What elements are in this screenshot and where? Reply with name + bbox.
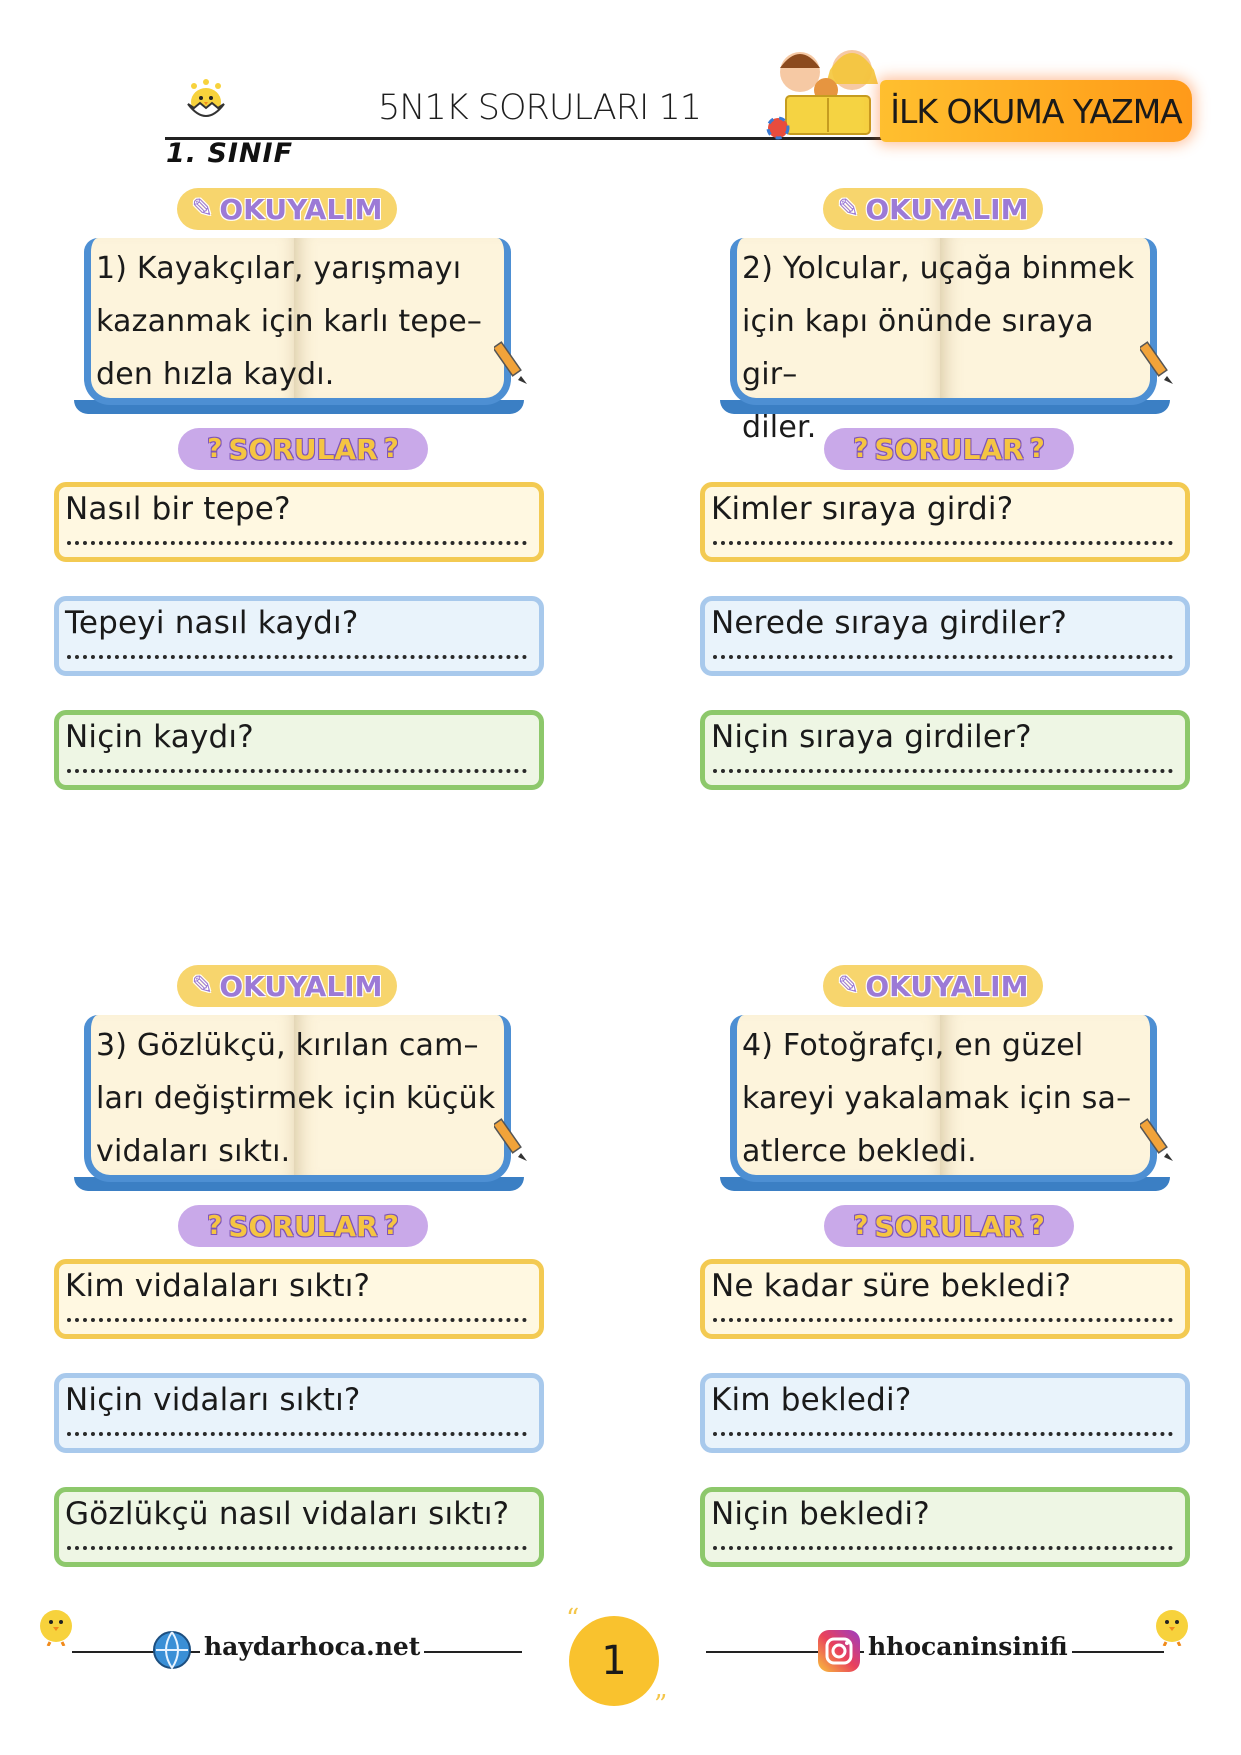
page-number-badge — [569, 1616, 659, 1706]
question-text: Ne kadar süre bekledi? — [711, 1268, 1072, 1304]
answer-line[interactable] — [713, 1318, 1173, 1322]
worksheet-title: 5N1K SORULARI 11 — [378, 88, 702, 128]
question-text: Niçin kaydı? — [65, 719, 254, 755]
question-mark-icon: ? — [207, 1211, 223, 1241]
read-tab-label: OKUYALIM — [865, 192, 1029, 226]
answer-line[interactable] — [713, 769, 1173, 773]
question-text: Kim bekledi? — [711, 1382, 912, 1418]
passage-text: 3) Gözlükçü, kırılan cam– ları değiştirmek için küçük vidaları sıktı. — [96, 1028, 496, 1169]
questions-tab-label: SORULAR — [874, 1209, 1024, 1243]
question-mark-icon: ? — [383, 1211, 399, 1241]
course-badge — [880, 80, 1192, 142]
pencil-icon — [1140, 1115, 1180, 1165]
answer-line[interactable] — [713, 1546, 1173, 1550]
book-passage — [714, 1001, 1176, 1191]
pencil-icon — [494, 338, 534, 388]
instagram-icon — [818, 1630, 860, 1672]
question-box[interactable] — [700, 482, 1190, 562]
page-number: 1 — [601, 1638, 627, 1684]
question-box[interactable] — [54, 710, 544, 790]
questions-tab — [824, 1205, 1074, 1247]
grade-label: 1. SINIF — [166, 138, 294, 169]
quote-mark: ” — [654, 1690, 668, 1720]
question-box[interactable] — [54, 1373, 544, 1453]
question-box[interactable] — [700, 1487, 1190, 1567]
exercise-2 — [700, 188, 1241, 828]
read-tab-label: OKUYALIM — [865, 969, 1029, 1003]
passage-text: 4) Fotoğrafçı, en güzel kareyi yakalamak için sa– atlerce bekledi. — [742, 1028, 1132, 1169]
answer-line[interactable] — [67, 769, 527, 773]
globe-icon — [150, 1628, 194, 1672]
chick-icon — [1146, 1600, 1198, 1646]
question-box[interactable] — [54, 1487, 544, 1567]
question-mark-icon: ? — [207, 434, 223, 464]
question-mark-icon: ? — [1029, 434, 1045, 464]
question-text: Niçin sıraya girdiler? — [711, 719, 1032, 755]
answer-line[interactable] — [67, 1432, 527, 1436]
question-text: Nasıl bir tepe? — [65, 491, 291, 527]
question-box[interactable] — [700, 1373, 1190, 1453]
questions-tab — [824, 428, 1074, 470]
question-box[interactable] — [54, 1259, 544, 1339]
exercise-3 — [54, 965, 614, 1605]
questions-tab — [178, 1205, 428, 1247]
questions-tab-label: SORULAR — [228, 1209, 378, 1243]
question-text: Kimler sıraya girdi? — [711, 491, 1014, 527]
answer-line[interactable] — [67, 541, 527, 545]
pencil-icon: ✎ — [191, 194, 214, 224]
answer-line[interactable] — [67, 655, 527, 659]
pencil-icon: ✎ — [837, 971, 860, 1001]
answer-line[interactable] — [67, 1318, 527, 1322]
passage-text: 2) Yolcular, uçağa binmek için kapı önünde sıraya gir– diler. — [742, 251, 1135, 445]
question-text: Niçin vidaları sıktı? — [65, 1382, 361, 1418]
pencil-icon: ✎ — [191, 971, 214, 1001]
pencil-icon — [1140, 338, 1180, 388]
answer-line[interactable] — [67, 1546, 527, 1550]
question-text: Gözlükçü nasıl vidaları sıktı? — [65, 1496, 510, 1532]
answer-line[interactable] — [713, 655, 1173, 659]
question-mark-icon: ? — [853, 434, 869, 464]
question-text: Niçin bekledi? — [711, 1496, 930, 1532]
question-text: Nerede sıraya girdiler? — [711, 605, 1067, 641]
exercise-1 — [54, 188, 614, 828]
read-tab-label: OKUYALIM — [219, 969, 383, 1003]
passage-text: 1) Kayakçılar, yarışmayı kazanmak için karlı tepe– den hızla kaydı. — [96, 251, 483, 392]
course-label: İLK OKUMA YAZMA — [890, 91, 1182, 131]
chick-egg-icon — [180, 78, 232, 124]
question-text: Tepeyi nasıl kaydı? — [65, 605, 359, 641]
pencil-icon: ✎ — [837, 194, 860, 224]
book-passage — [68, 224, 530, 414]
questions-tab-label: SORULAR — [874, 432, 1024, 466]
question-mark-icon: ? — [383, 434, 399, 464]
question-mark-icon: ? — [1029, 1211, 1045, 1241]
questions-tab — [178, 428, 428, 470]
question-box[interactable] — [700, 710, 1190, 790]
instagram-handle[interactable]: hhocaninsinifi — [864, 1632, 1072, 1661]
question-text: Kim vidalaları sıktı? — [65, 1268, 371, 1304]
book-passage — [714, 224, 1176, 445]
questions-tab-label: SORULAR — [228, 432, 378, 466]
book-passage — [68, 1001, 530, 1191]
pencil-icon — [494, 1115, 534, 1165]
instagram-glyph — [818, 1630, 860, 1672]
question-mark-icon: ? — [853, 1211, 869, 1241]
chick-icon — [30, 1600, 82, 1646]
answer-line[interactable] — [713, 541, 1173, 545]
kids-reading-illustration — [766, 40, 892, 142]
read-tab-label: OKUYALIM — [219, 192, 383, 226]
question-box[interactable] — [700, 596, 1190, 676]
question-box[interactable] — [700, 1259, 1190, 1339]
answer-line[interactable] — [713, 1432, 1173, 1436]
quote-mark: “ — [566, 1604, 580, 1634]
question-box[interactable] — [54, 596, 544, 676]
exercise-4 — [700, 965, 1241, 1605]
question-box[interactable] — [54, 482, 544, 562]
website-link[interactable]: haydarhoca.net — [200, 1632, 424, 1661]
